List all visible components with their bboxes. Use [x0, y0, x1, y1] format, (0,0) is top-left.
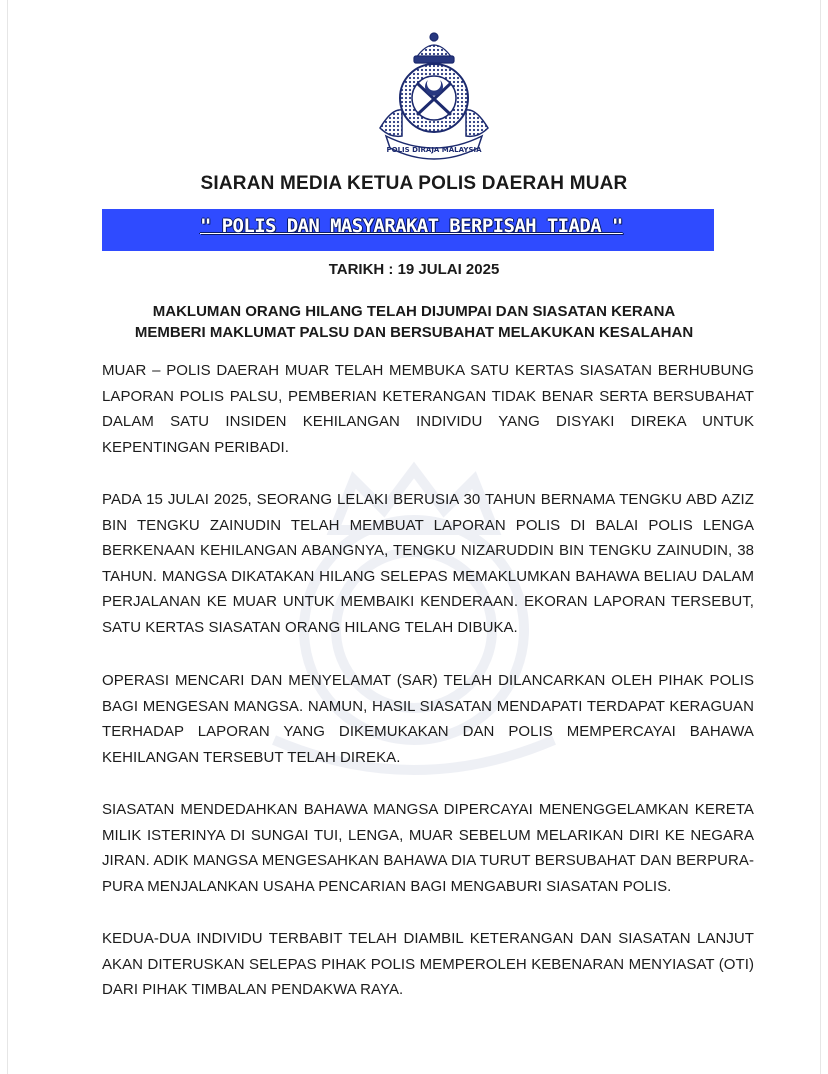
- motto-banner: [102, 209, 714, 251]
- body-paragraph: KEDUA-DUA INDIVIDU TERBABIT TELAH DIAMBIL KETERANGAN DAN SIASATAN LANJUT AKAN DITERUSKAN SELEPAS PIHAK POLIS MEMPEROLEH KEBENARAN MENYIASAT (OTI) DARI PIHAK TIMBALAN PENDAKWA RAYA.: [102, 930, 754, 998]
- page-title: SIARAN MEDIA KETUA POLIS DAERAH MUAR: [200, 173, 628, 194]
- police-crest-icon: [372, 28, 496, 164]
- release-date: TARIKH : 19 JULAI 2025: [328, 261, 500, 278]
- body-paragraph: PADA 15 JULAI 2025, SEORANG LELAKI BERUSIA 30 TAHUN BERNAMA TENGKU ABD AZIZ BIN TENGKU ZAINUDIN TELAH MEMBUAT LAPORAN POLIS DI BALAI POLIS LENGA BERKENAAN KEHILANGAN ABANGNYA, TENGKU NIZARUDDIN BIN TENGKU ZAINUDIN, 38 TAHUN. MANGSA DIKATAKAN HILANG SELEPAS MEMAKLUMKAN BAHAWA BELIAU DALAM PERJALANAN KE MUAR UNTUK MEMBAIKI KENDERAAN. EKORAN LAPORAN TERSEBUT, SATU KERTAS SIASATAN ORANG HILANG TELAH DIBUKA.: [102, 491, 754, 636]
- subject-heading: [8, 301, 820, 343]
- motto-banner-text: " POLIS DAN MASYARAKAT BERPISAH TIADA ": [200, 215, 623, 237]
- subject-line: MAKLUMAN ORANG HILANG TELAH DIJUMPAI DAN SIASATAN KERANA: [152, 303, 676, 320]
- crest-motto: POLIS DIRAJA MALAYSIA: [386, 146, 482, 154]
- body-paragraph: SIASATAN MENDEDAHKAN BAHAWA MANGSA DIPERCAYAI MENENGGELAMKAN KERETA MILIK ISTERINYA DI SUNGAI TUI, LENGA, MUAR SEBELUM MELARIKAN DIRI KE NEGARA JIRAN. ADIK MANGSA MENGESAHKAN BAHAWA DIA TURUT BERSUBAHAT DAN BERPURA-PURA MENJALANKAN USAHA PENCARIAN BAGI MENGABURI SIASATAN POLIS.: [102, 801, 754, 895]
- document-page: [8, 0, 820, 1074]
- body-paragraph: MUAR – POLIS DAERAH MUAR TELAH MEMBUKA SATU KERTAS SIASATAN BERHUBUNG LAPORAN POLIS PALSU, PEMBERIAN KETERANGAN TIDAK BENAR SERTA BERSUBAHAT DALAM SATU INSIDEN KEHILANGAN INDIVIDU YANG DISYAKI DIREKA UNTUK KEPENTINGAN PERIBADI.: [102, 362, 754, 456]
- body-paragraph: OPERASI MENCARI DAN MENYELAMAT (SAR) TELAH DILANCARKAN OLEH PIHAK POLIS BAGI MENGESAN MANGSA. NAMUN, HASIL SIASATAN MENDAPATI TERDAPAT KERAGUAN TERHADAP LAPORAN YANG DIKEMUKAKAN DAN POLIS MEMPERCAYAI BAHAWA KEHILANGAN TERSEBUT TELAH DIREKA.: [102, 672, 754, 766]
- subject-line: MEMBERI MAKLUMAT PALSU DAN BERSUBAHAT MELAKUKAN KESALAHAN: [134, 324, 694, 341]
